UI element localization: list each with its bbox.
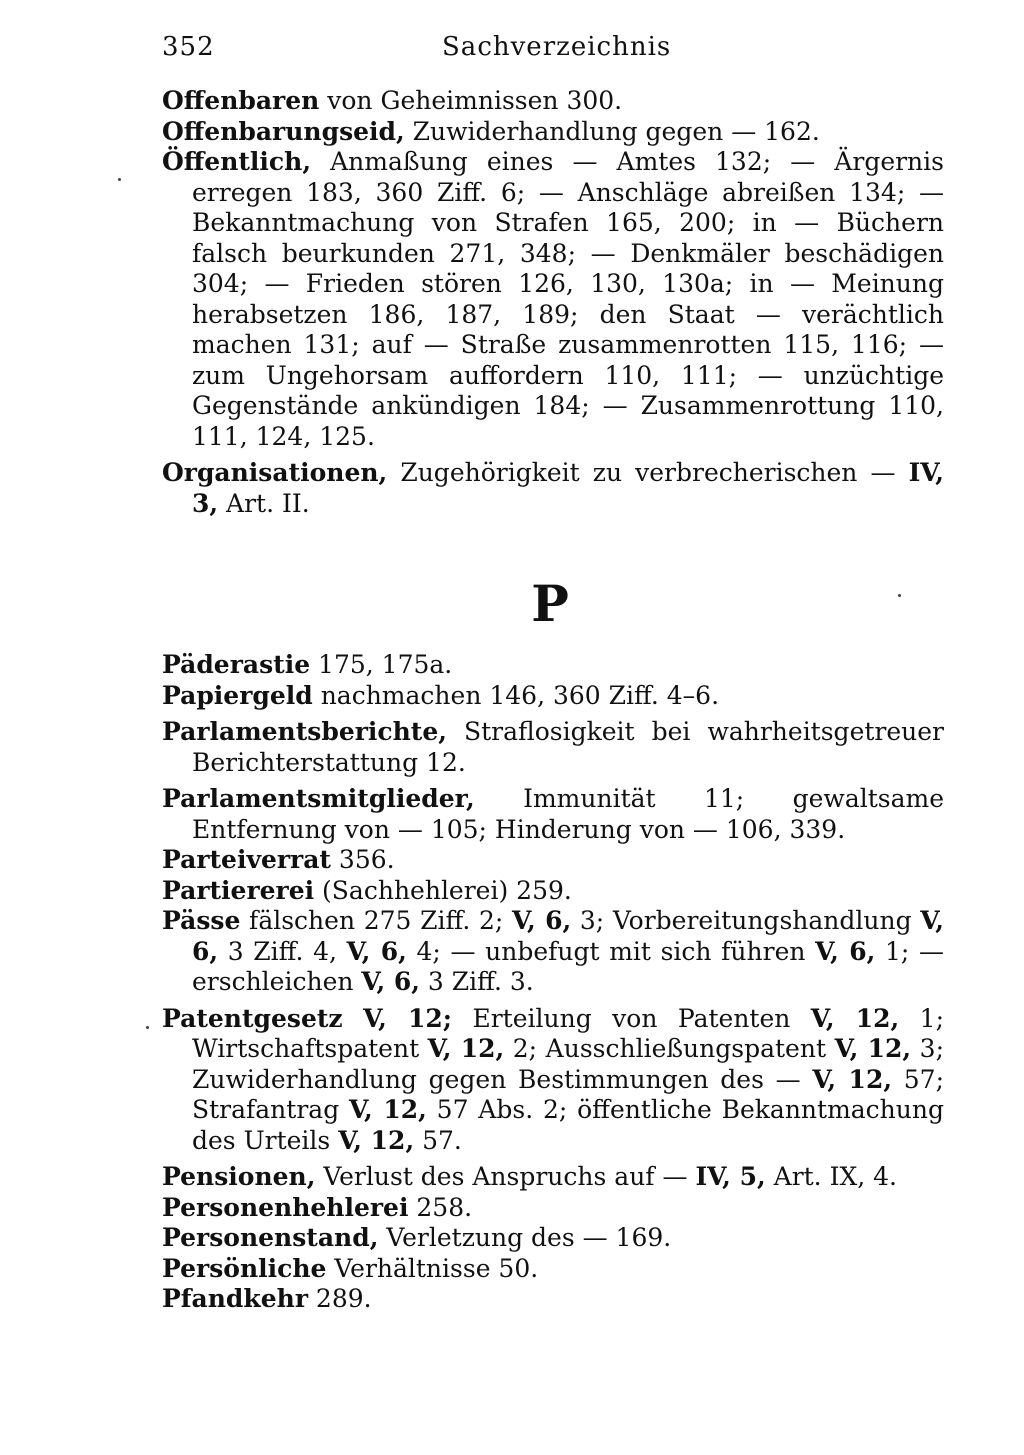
- entry-text: 57.: [414, 1125, 462, 1155]
- index-entry: [162, 1162, 944, 1193]
- index-entry: [162, 117, 944, 148]
- entry-text: Art. II.: [218, 488, 310, 518]
- entry-reference: IV, 5,: [695, 1162, 766, 1191]
- index-entry: [162, 1223, 944, 1254]
- entry-keyword: Organisationen,: [162, 458, 388, 487]
- index-entry: [162, 717, 944, 778]
- entry-text: nachmachen 146, 360 Ziff. 4–6.: [312, 680, 720, 710]
- entry-keyword: Öffentlich,: [162, 147, 312, 176]
- entry-keyword: Personenhehlerei: [162, 1192, 409, 1222]
- entry-keyword: Parlamentsmitglieder,: [162, 784, 475, 813]
- entry-text: 4; — unbefugt mit sich führen: [406, 936, 816, 966]
- index-section-p: [162, 650, 944, 1315]
- entry-keyword: Papiergeld: [162, 680, 313, 710]
- entry-keyword: Personenstand,: [162, 1223, 379, 1252]
- index-entry: [162, 845, 944, 876]
- entry-text: 356.: [330, 845, 395, 874]
- entry-reference: V, 12,: [349, 1095, 427, 1124]
- entry-reference: V, 6,: [511, 906, 572, 935]
- print-speck: [118, 178, 121, 181]
- index-entry: [162, 86, 944, 117]
- entry-text: 57 Abs. 2; öffentliche Bekanntmachung des Urteils: [192, 1095, 944, 1155]
- page-header: [162, 32, 942, 72]
- entry-text: Zuwiderhandlung gegen — 162.: [404, 116, 820, 146]
- entry-text: 3; Zuwiderhandlung gegen Bestimmungen des —: [192, 1034, 944, 1094]
- entry-text: 175, 175a.: [310, 650, 453, 679]
- entry-text: (Sachhehlerei) 259.: [314, 875, 572, 905]
- entry-keyword: Patentgesetz: [162, 1003, 343, 1033]
- entry-text: Straflosigkeit bei wahrheitsgetreuer Berichterstattung 12.: [192, 717, 944, 777]
- entry-reference: V, 12,: [338, 1125, 415, 1155]
- entry-text: 3; Vorbereitungshandlung: [571, 906, 921, 935]
- running-title: Sachverzeichnis: [442, 32, 672, 62]
- entry-text: von Geheimnissen 300.: [319, 86, 623, 115]
- entry-text: 289.: [307, 1284, 372, 1313]
- entry-keyword: Pensionen,: [162, 1162, 316, 1191]
- print-speck: [898, 594, 901, 597]
- entry-reference: V, 12,: [810, 1003, 900, 1033]
- index-entry: [162, 147, 944, 452]
- entry-text: fälschen 275 Ziff. 2;: [240, 906, 512, 935]
- entry-text: [343, 1004, 363, 1033]
- entry-reference: V, 6,: [346, 936, 407, 966]
- entry-text: Verlust des Anspruchs auf —: [315, 1162, 696, 1191]
- index-entry: [162, 1004, 944, 1157]
- index-entry: [162, 1254, 944, 1285]
- entry-text: Verhältnisse 50.: [326, 1253, 539, 1283]
- entry-keyword: Parteiverrat: [162, 845, 331, 874]
- entry-keyword: Partiererei: [162, 875, 315, 905]
- entry-reference: V, 12,: [834, 1034, 912, 1063]
- entry-text: Art. IX, 4.: [765, 1162, 897, 1191]
- entry-reference: V, 12,: [812, 1064, 893, 1094]
- entry-keyword: Parlamentsberichte,: [162, 717, 447, 746]
- entry-text: 3 Ziff. 3.: [419, 967, 534, 996]
- print-speck: [146, 1026, 149, 1029]
- entry-text: Erteilung von Patenten: [452, 1003, 811, 1033]
- index-entry: [162, 784, 944, 845]
- entry-keyword: Pfandkehr: [162, 1284, 308, 1313]
- index-entry: [162, 458, 944, 519]
- entry-keyword: Pässe: [162, 906, 241, 935]
- entry-text: Verletzung des — 169.: [378, 1223, 672, 1252]
- index-entry: [162, 681, 944, 712]
- entry-reference: V, 6,: [192, 906, 944, 966]
- entry-text: 57; Strafantrag: [192, 1064, 945, 1124]
- entry-keyword: Persönliche: [162, 1253, 327, 1283]
- entry-text: 1; — erschleichen: [192, 936, 944, 996]
- entry-reference: V, 12;: [363, 1003, 453, 1033]
- entry-text: Anmaßung eines — Amtes 132; — Ärgernis erregen 183, 360 Ziff. 6; — Anschläge abreißen 134; — Bekanntmachung von Strafen 165, 200; in — Büchern falsch beurkunden 271, 348; — Denkmäler beschädigen 304; — Frieden stören 126, 130, 130a; in — Meinung herabsetzen 186, 187, 189; den Staat — verächtlich machen 131; auf — Straße zusammenrotten 115, 116; — zum Ungehorsam auffordern 110, 111; — unzüchtige Gegenstände ankündigen 184; — Zusammenrottung 110, 111, 124, 125.: [192, 147, 944, 451]
- index-entry: [162, 876, 944, 907]
- index-entry: [162, 650, 944, 681]
- entry-text: 3 Ziff. 4,: [218, 936, 347, 966]
- entry-reference: IV, 3,: [192, 458, 944, 518]
- entry-text: 258.: [408, 1192, 473, 1222]
- index-entry: [162, 906, 944, 998]
- entry-keyword: Offenbarungseid,: [162, 116, 405, 146]
- index-entry: [162, 1284, 944, 1315]
- entry-reference: V, 6,: [815, 936, 876, 966]
- entry-text: 2; Ausschließungspatent: [504, 1034, 835, 1063]
- page-number: 352: [162, 32, 215, 62]
- entry-reference: V, 12,: [427, 1034, 505, 1063]
- entry-text: 1; Wirtschaftspatent: [192, 1003, 944, 1063]
- index-section-o: [162, 86, 944, 519]
- entry-reference: V, 6,: [361, 967, 420, 996]
- section-letter-heading: P: [531, 574, 569, 633]
- entry-keyword: Päderastie: [162, 650, 311, 679]
- entry-text: Zugehörigkeit zu verbrecherischen —: [387, 458, 909, 487]
- index-entry: [162, 1193, 944, 1224]
- entry-text: Immunität 11; gewaltsame Entfernung von — 105; Hinderung von — 106, 339.: [192, 784, 944, 844]
- entry-keyword: Offenbaren: [162, 86, 320, 115]
